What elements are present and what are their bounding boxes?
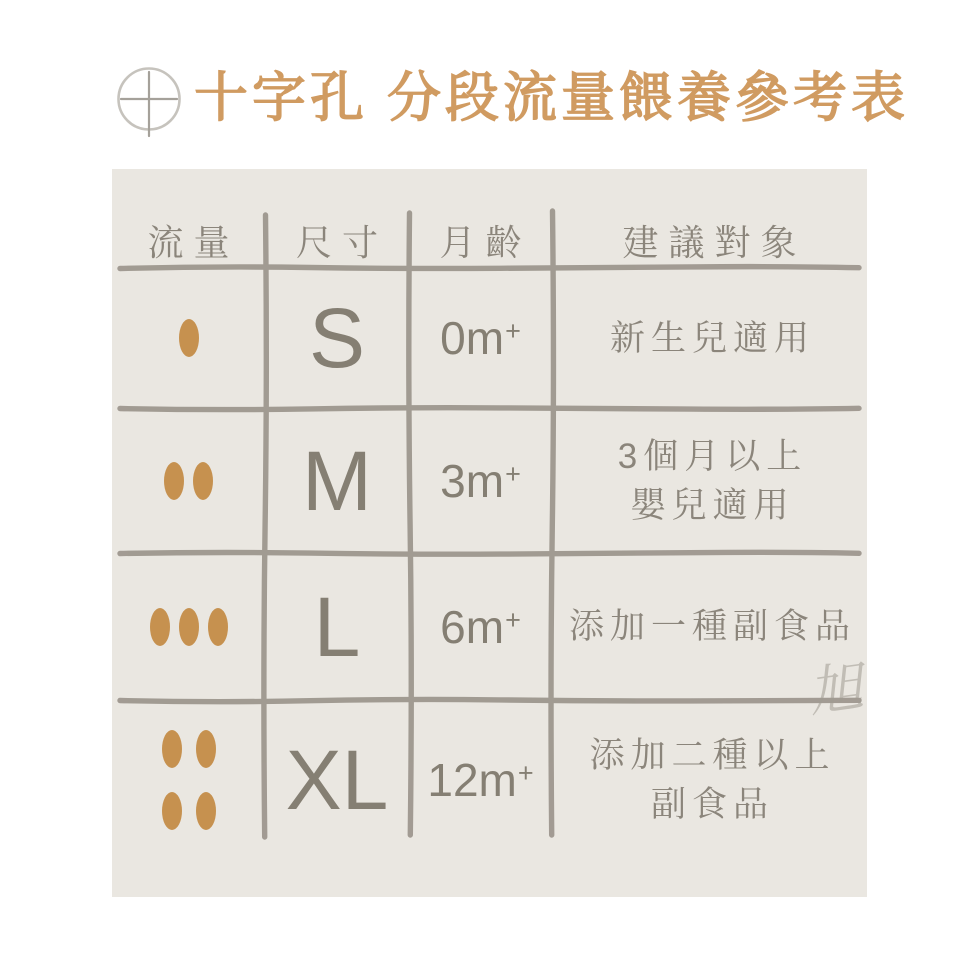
- note-text: 新生兒適用: [609, 318, 815, 358]
- header-age: [409, 209, 552, 271]
- plus-superscript: +: [517, 758, 534, 788]
- size-label: L: [313, 579, 361, 674]
- table-row-1-age-cell: [409, 268, 552, 408]
- size-label: S: [308, 291, 366, 385]
- table-row-4-flow-cell: [112, 700, 265, 860]
- flow-dots: [179, 319, 199, 357]
- watermark-signature: 旭: [804, 656, 867, 724]
- table-row-1-note-cell: [552, 268, 867, 408]
- plus-superscript: +: [505, 458, 521, 489]
- age-label: 0m+: [440, 312, 521, 364]
- table-row-2-size-cell: [265, 408, 409, 553]
- table-row-4-age-cell: [409, 700, 552, 860]
- header-size: [265, 209, 409, 271]
- note-text: 3個月以上 嬰兒適用: [617, 436, 808, 525]
- flow-dot: [164, 462, 184, 500]
- header-label: 建議對象: [622, 221, 807, 263]
- age-label: 12m+: [427, 754, 534, 806]
- flow-dots: [161, 730, 217, 830]
- page-title: 十字孔 分段流量餵養參考表: [194, 68, 910, 128]
- plus-superscript: +: [505, 604, 521, 635]
- size-label: XL: [285, 733, 389, 827]
- flow-dot: [196, 792, 216, 830]
- flow-dot: [150, 608, 170, 646]
- age-label: 6m+: [440, 600, 521, 653]
- size-label: M: [302, 433, 372, 528]
- reference-table: [112, 169, 867, 897]
- flow-dot: [162, 792, 182, 830]
- flow-dot: [179, 319, 199, 357]
- table-row-1-size-cell: [265, 268, 409, 408]
- plus-superscript: +: [505, 316, 521, 346]
- flow-dots: [150, 608, 228, 646]
- table-row-3-age-cell: [409, 553, 552, 700]
- flow-dots: [164, 462, 213, 500]
- table-row-2-note-cell: [552, 408, 867, 553]
- table-row-1-flow-cell: [112, 268, 265, 408]
- flow-dot: [196, 730, 216, 768]
- header-label: 流量: [147, 221, 240, 263]
- table-row-2-age-cell: [409, 408, 552, 553]
- age-label: 3m+: [440, 454, 521, 507]
- note-text: 添加二種以上 副食品: [589, 736, 836, 824]
- header-label: 尺寸: [295, 221, 388, 263]
- note-text: 添加一種副食品: [568, 607, 856, 646]
- table-row-3-size-cell: [265, 553, 409, 700]
- flow-dot: [208, 608, 228, 646]
- header-flow: [112, 209, 265, 271]
- table-row-4-size-cell: [265, 700, 409, 860]
- header-recommendation: [552, 209, 867, 271]
- flow-dot: [179, 608, 199, 646]
- table-row-2-flow-cell: [112, 408, 265, 553]
- header-label: 月齡: [439, 221, 532, 263]
- flow-dot: [162, 730, 182, 768]
- flow-dot: [193, 462, 213, 500]
- table-row-3-flow-cell: [112, 553, 265, 700]
- circle-cross-hole-icon: [114, 64, 184, 138]
